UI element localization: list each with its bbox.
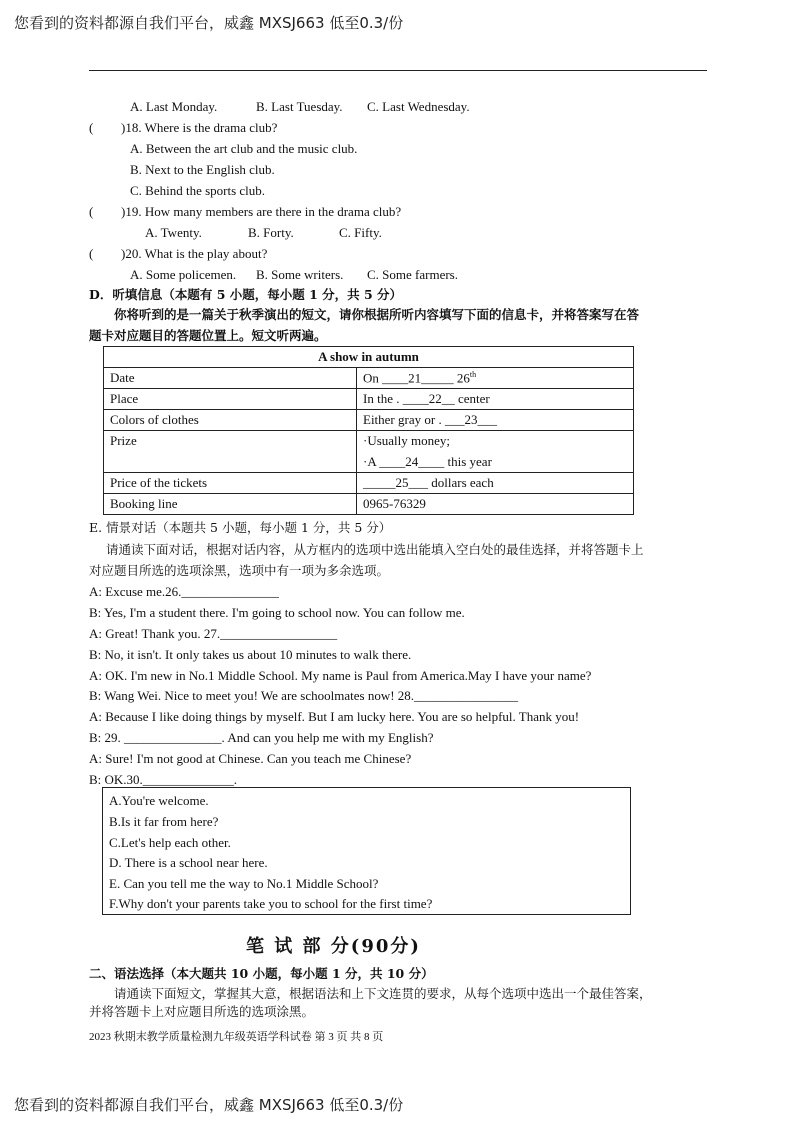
ordinal-suffix: th: [469, 370, 477, 379]
watermark-banner-top: 您看到的资料都源自我们平台，威鑫 MXSJ663 低至0.3/份: [14, 14, 404, 32]
row-label-date: Date: [104, 368, 357, 389]
q17-option-c: C. Last Wednesday.: [367, 99, 470, 114]
q19-stem: )19. How many members are there in the drama club?: [121, 204, 402, 219]
q19-bracket: (: [89, 204, 94, 219]
row-value-booking: 0965-76329: [357, 494, 634, 515]
section-d-instruction-2: 题卡对应题目的答题位置上。短文听两遍。: [89, 328, 327, 343]
watermark-banner-bottom: 您看到的资料都源自我们平台，威鑫 MXSJ663 低至0.3/份: [14, 1096, 404, 1114]
row-label-booking: Booking line: [104, 494, 357, 515]
section-e-instruction-2: 对应题目所选的选项涂黑，选项中有一项为多余选项。: [89, 563, 390, 578]
q19-option-a: A. Twenty.: [145, 225, 202, 240]
q20-stem: )20. What is the play about?: [121, 246, 268, 261]
q18-bracket: (: [89, 120, 94, 135]
row-value-prize: [357, 431, 634, 473]
option-item: E. Can you tell me the way to No.1 Middle School?: [109, 876, 379, 891]
table-row: [104, 389, 634, 410]
dialogue-line: B: Yes, I'm a student there. I'm going to school now. You can follow me.: [89, 605, 465, 620]
row-value-colors: Either gray or . ___23___: [357, 410, 634, 431]
dialogue-line: A: Because I like doing things by myself. But I am lucky here. You are so helpful. Thank you!: [89, 709, 580, 724]
table-row: [104, 431, 634, 473]
option-item: A.You're welcome.: [109, 793, 209, 808]
option-item: B.Is it far from here?: [109, 814, 219, 829]
grammar-heading: 二、语法选择（本大题共 10 小题，每小题 1 分，共 10 分）: [89, 966, 434, 981]
row-label-colors: Colors of clothes: [104, 410, 357, 431]
q20-option-c: C. Some farmers.: [367, 267, 458, 282]
section-d-heading: D．听填信息（本题有 5 小题，每小题 1 分，共 5 分）: [89, 287, 403, 302]
prize-line-1: ·Usually money;: [363, 433, 451, 449]
q19-option-c: C. Fifty.: [339, 225, 382, 240]
q18-option-b: B. Next to the English club.: [130, 162, 275, 177]
option-item: F.Why don't your parents take you to school for the first time?: [109, 896, 433, 911]
q20-option-a: A. Some policemen.: [130, 267, 237, 282]
row-label-price: Price of the tickets: [104, 473, 357, 494]
dialogue-line: A: Sure! I'm not good at Chinese. Can you teach me Chinese?: [89, 751, 412, 766]
dialogue-line: B: 29. _______________. And can you help me with my English?: [89, 730, 434, 745]
row-value-place: In the . ____22__ center: [357, 389, 634, 410]
q19-option-b: B. Forty.: [248, 225, 294, 240]
info-card-table: [103, 346, 634, 515]
q17-option-b: B. Last Tuesday.: [256, 99, 343, 114]
table-row: [104, 494, 634, 515]
dialogue-line: B: OK.30.______________.: [89, 772, 238, 787]
section-e-instruction-1: 请通读下面对话，根据对话内容，从方框内的选项中选出能填入空白处的最佳选择，并将答题卡上: [106, 542, 644, 557]
dialogue-line: B: Wang Wei. Nice to meet you! We are schoolmates now! 28.________________: [89, 688, 519, 703]
dialogue-line: B: No, it isn't. It only takes us about 10 minutes to walk there.: [89, 647, 412, 662]
header-rule: [89, 70, 707, 71]
table-title: A show in autumn: [104, 347, 634, 368]
table-row: [104, 368, 634, 389]
page-footer: 2023 秋期末教学质量检测九年级英语学科试卷 第 3 页 共 8 页: [89, 1031, 384, 1043]
grammar-instruction-1: 请通读下面短文，掌握其大意，根据语法和上下文连贯的要求，从每个选项中选出一个最佳答案，: [114, 986, 652, 1001]
dialogue-line: A: Great! Thank you. 27.__________________: [89, 626, 338, 641]
dialogue-line: A: Excuse me.26._______________: [89, 584, 279, 599]
grammar-instruction-2: 并将答题卡上对应题目所选的选项涂黑。: [89, 1004, 315, 1019]
row-value-price: _____25___ dollars each: [357, 473, 634, 494]
row-value-date: On ____21_____ 26th: [357, 368, 634, 389]
options-box: [102, 787, 631, 915]
option-item: C.Let's help each other.: [109, 835, 231, 850]
prize-line-2: ·A ____24____ this year: [363, 454, 492, 470]
q18-stem: )18. Where is the drama club?: [121, 120, 278, 135]
row-label-prize: Prize: [104, 431, 357, 473]
q18-option-a: A. Between the art club and the music club.: [130, 141, 358, 156]
q18-option-c: C. Behind the sports club.: [130, 183, 266, 198]
section-e-heading: E. 情景对话（本题共 5 小题，每小题 1 分，共 5 分）: [89, 520, 392, 535]
section-d-instruction-1: 你将听到的是一篇关于秋季演出的短文，请你根据所听内容填写下面的信息卡，并将答案写在答: [114, 307, 640, 322]
written-section-title: 笔 试 部 分(90分): [246, 936, 421, 957]
row-label-place: Place: [104, 389, 357, 410]
q17-option-a: A. Last Monday.: [130, 99, 218, 114]
table-title-row: [104, 347, 634, 368]
table-row: [104, 410, 634, 431]
dialogue-line: A: OK. I'm new in No.1 Middle School. My name is Paul from America.May I have your name?: [89, 668, 592, 683]
q20-option-b: B. Some writers.: [256, 267, 344, 282]
table-row: [104, 473, 634, 494]
q20-bracket: (: [89, 246, 94, 261]
option-item: D. There is a school near here.: [109, 855, 268, 870]
